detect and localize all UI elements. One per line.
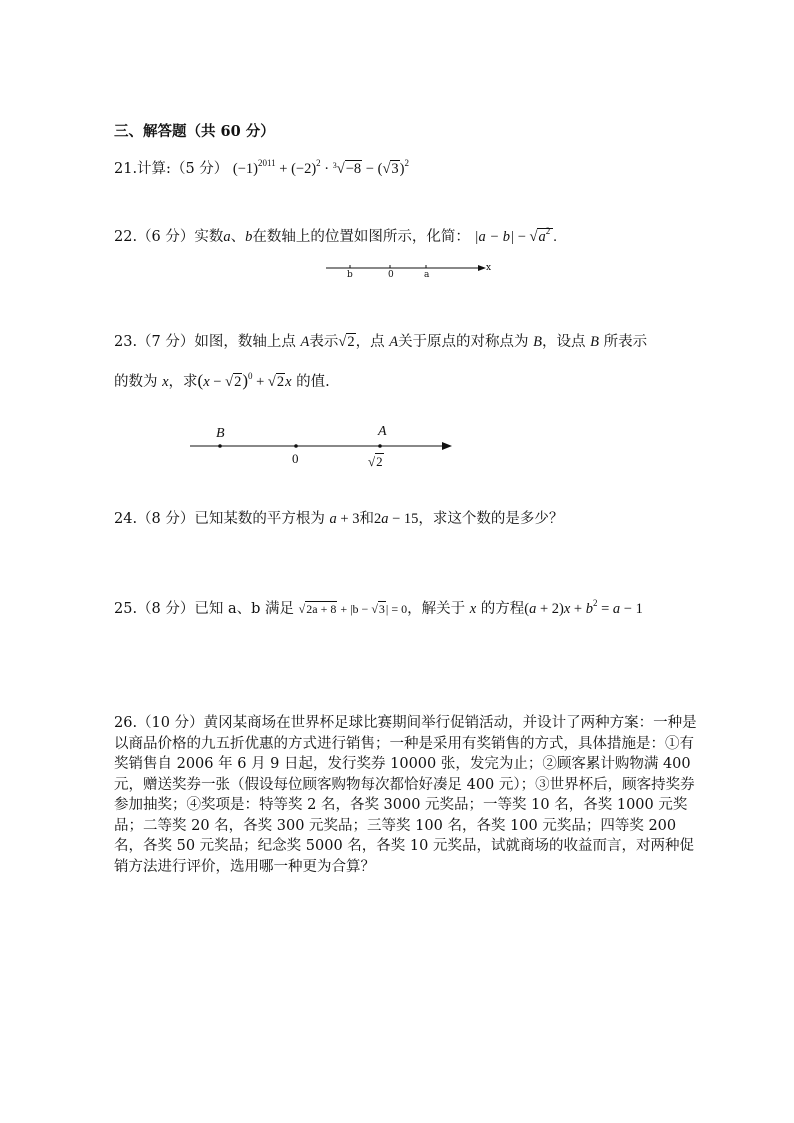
section-title: 三、解答题（共 60 分） — [114, 123, 275, 140]
q25-condition: √2a + 8 + |b − √3| = 0 — [298, 602, 408, 616]
q23-expression: $(x - √2)^0 + √2x$ — [197, 371, 292, 390]
q22-axis-zero: 0 — [388, 270, 394, 280]
q22-axis-b: b — [347, 270, 353, 280]
q23-point-b-label: B — [216, 426, 225, 441]
question-25: 25.（8 分）已知 a、b 满足 √2a + 8 + |b − √3| = 0，解关于 x 的方程$(a + 2)x + b^2 = a - 1$ — [114, 598, 643, 617]
q22-axis-a: a — [424, 270, 430, 280]
q23-zero-label: 0 — [292, 451, 299, 466]
q23-point-a-value: √2 — [368, 454, 383, 469]
q25-equation: $(a + 2)x + b^2 = a - 1$ — [524, 598, 643, 617]
question-22: 22.（6 分）实数a、b在数轴上的位置如图所示，化简： $|a - b| - √a^2$ . — [114, 226, 557, 245]
q21-expression: $(-1)^{2011} + (-2)^2 \cdot ^3√-8 - (√3)^2$ — [232, 158, 409, 177]
question-26: 26.（10 分）黄冈某商场在世界杯足球比赛期间举行促销活动，并设计了两种方案：一种是以商品价格的九五折优惠的方式进行销售；一种是采用有奖销售的方式，具体措施是：①有奖销售自 2006 年 6 月 9 日起，发行奖券 10000 张，发完为止；②顾客累计购物满 400 元，赠送奖券一张（假设每位顾客购物每次都恰好凑足 400 元）；③世界杯后，顾客持奖券参加抽奖；④奖项是：特等奖 2 名，各奖 3000 元奖品；一等奖 10 名，各奖 1000 元奖品；二等奖 20 名，各奖 300 元奖品；三等奖 100 名，各奖 100 元奖品；四等奖 200 名，各奖 50 元奖品；纪念奖 5000 名，各奖 10 元奖品，试就商场的收益而言，对两种促销方法进行评价，选用哪一种更为合算？ — [114, 715, 697, 875]
q23-number-line — [190, 438, 460, 458]
q22-expression: $|a - b| - √a^2$ . — [474, 226, 557, 245]
q21-label: 21.计算:（5 分） — [114, 161, 229, 177]
question-23-line-2: 的数为 x，求$(x - √2)^0 + √2x$ 的值. — [114, 371, 330, 390]
q22-axis-x: x — [486, 263, 492, 273]
question-23-line-1: 23.（7 分）如图，数轴上点 A表示√2，点 A关于原点的对称点为 B，设点 B 所表示 — [114, 334, 648, 350]
question-24: 24.（8 分）已知某数的平方根为 a + 3和2a − 15，求这个数的是多少？ — [114, 511, 564, 527]
question-21 — [114, 157, 409, 178]
q23-point-a-label: A — [378, 424, 387, 439]
